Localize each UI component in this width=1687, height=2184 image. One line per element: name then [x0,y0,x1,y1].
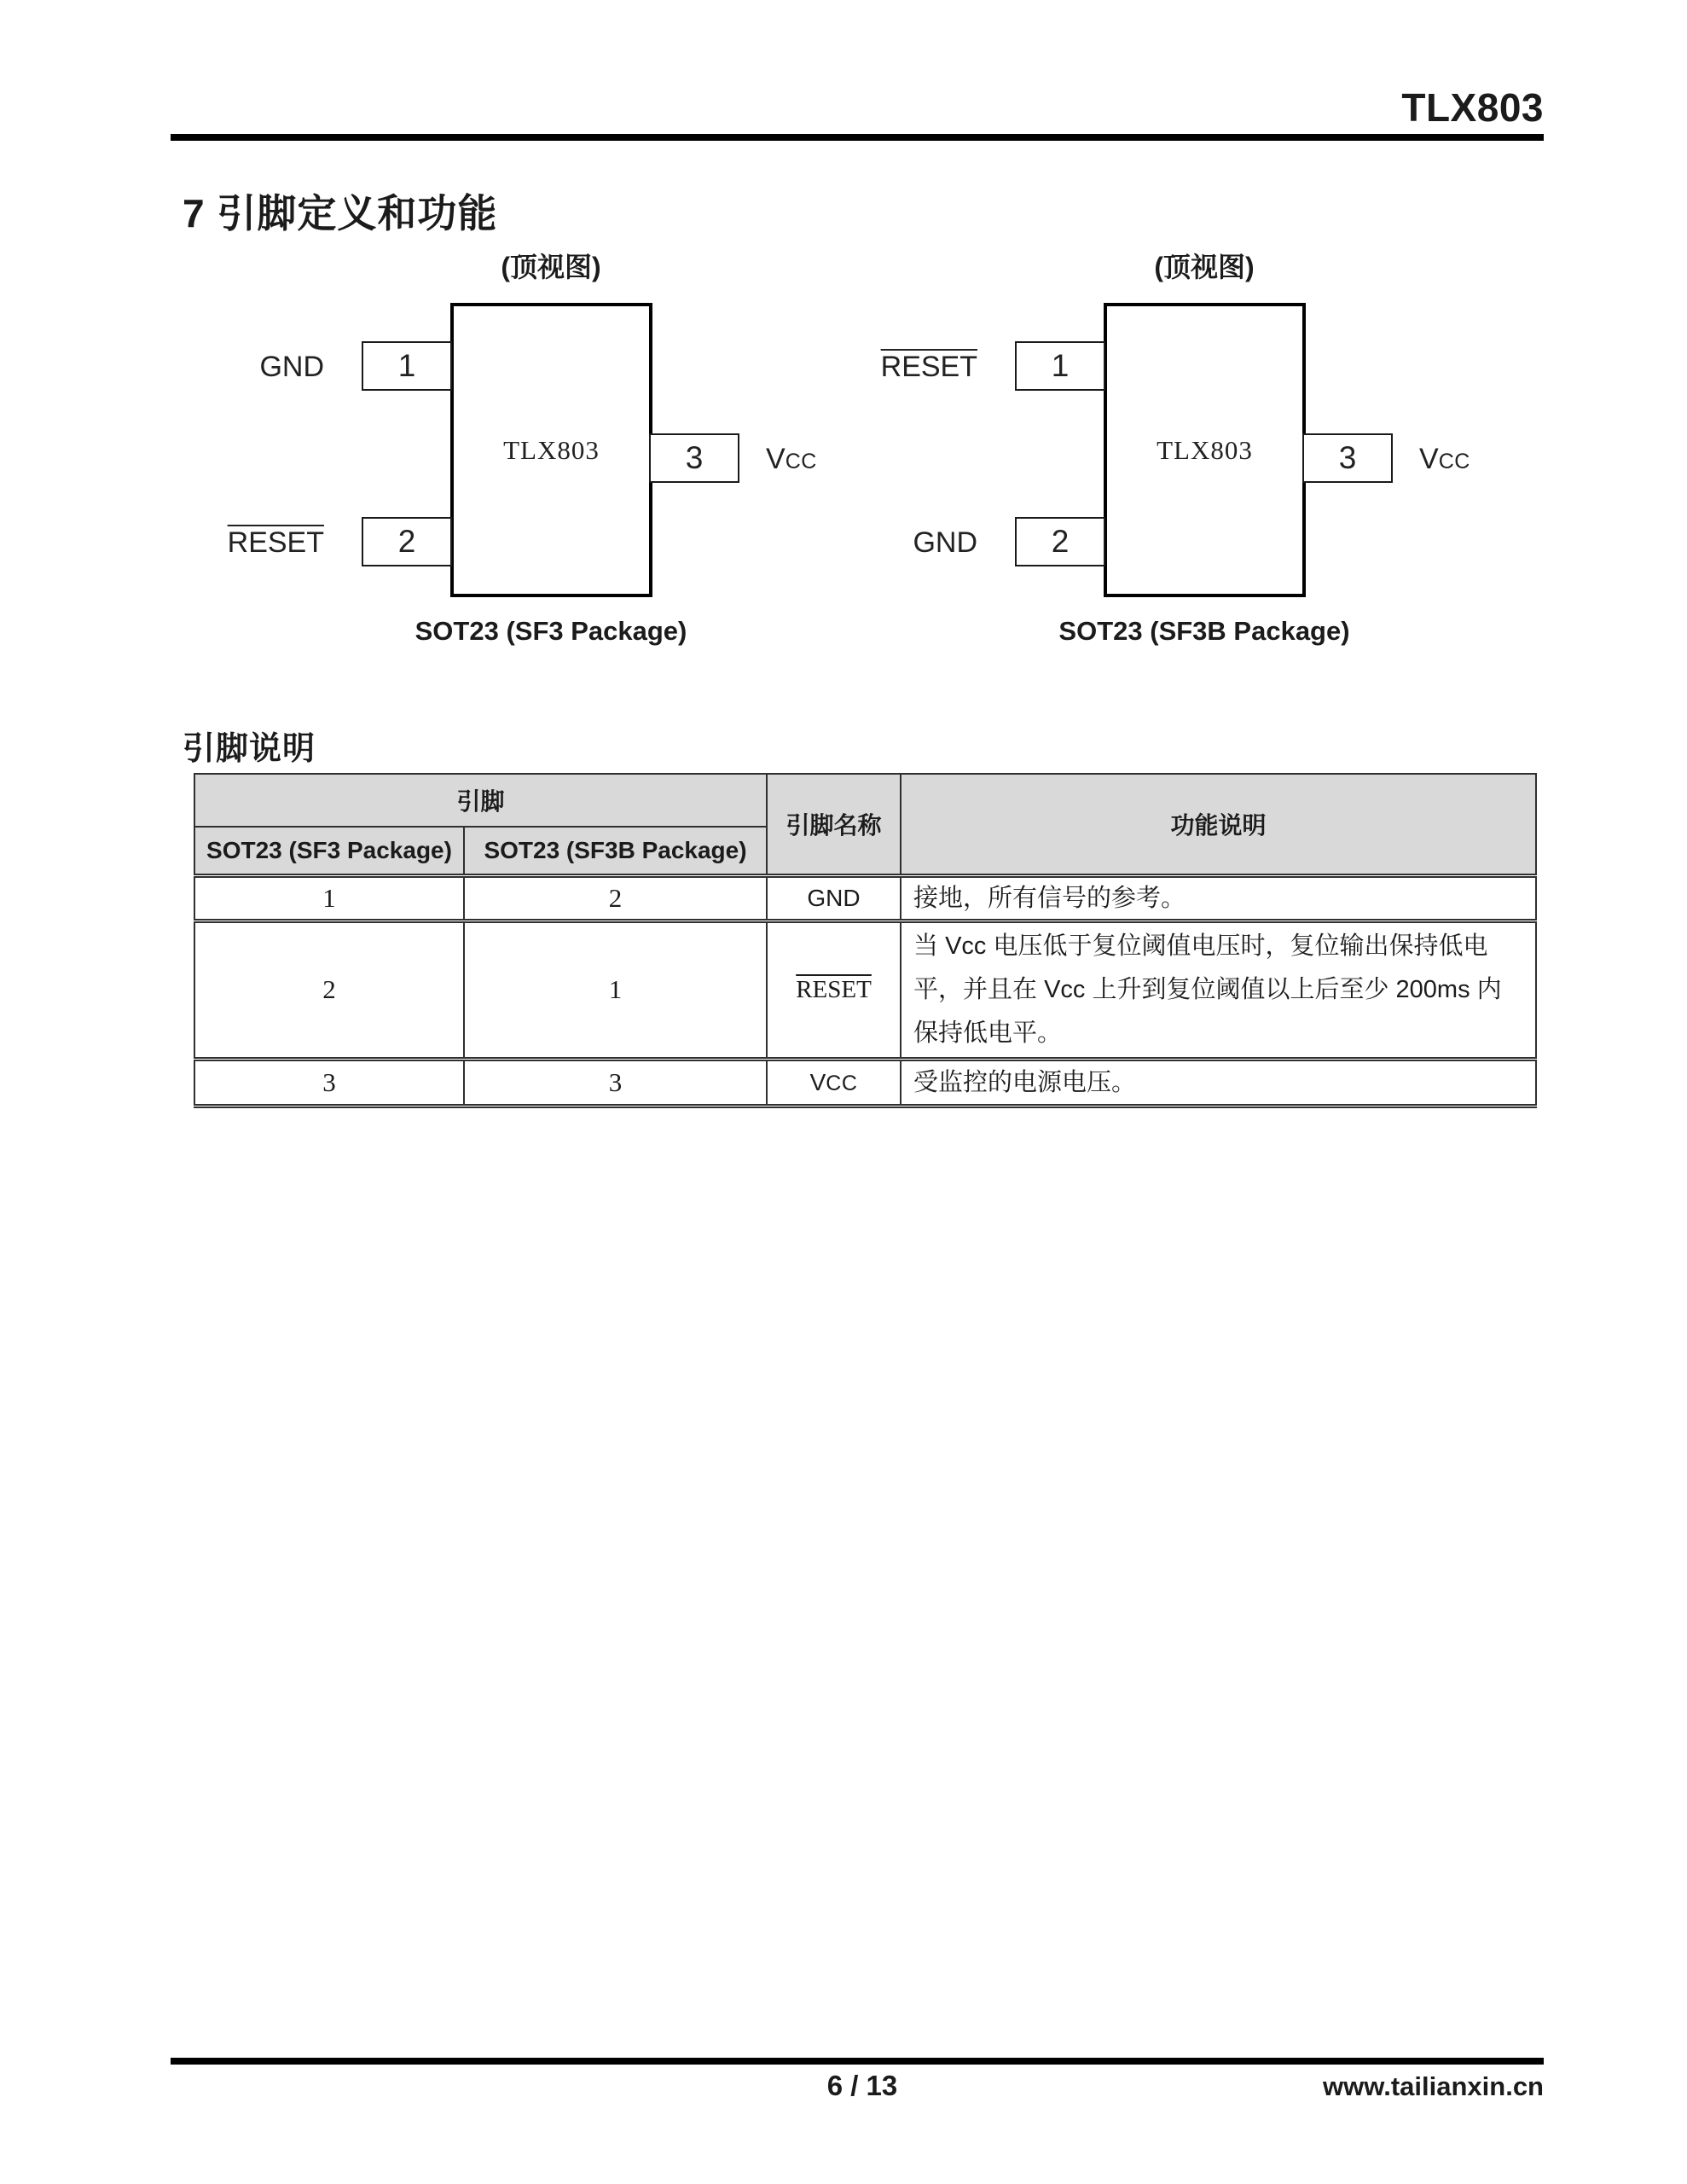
pin-box-sf3b-2 [1015,517,1105,566]
cell-function: 受监控的电源电压。 [901,1059,1536,1106]
pin-label-vcc: VCC [1419,443,1470,475]
table-row-vcc [194,1059,1536,1106]
table-row-gnd [194,875,1536,921]
package-caption-sf3b: SOT23 (SF3B Package) [1058,616,1350,646]
pin-label-gnd: GND [259,351,324,383]
header-rule [171,134,1544,141]
page-number: 6 / 13 [826,2070,898,2101]
col-header-function: 功能说明 [901,774,1536,875]
pin-box-sf3-1 [362,341,452,391]
cell-pin-name: GND [767,875,901,921]
pin-number: 3 [1338,440,1357,475]
pin-label-vcc: VCC [766,443,817,475]
pin-number: 3 [685,440,704,475]
top-view-label-sf3b: (顶视图) [1154,252,1255,282]
col-header-pin-group: 引脚 [194,774,767,827]
cell-sf3-pin: 1 [194,875,464,921]
cell-function: 接地，所有信号的参考。 [901,875,1536,921]
top-view-label-sf3: (顶视图) [501,252,601,282]
section-title: 7 引脚定义和功能 [183,191,498,235]
chip-label: TLX803 [1157,434,1253,465]
table-header-row-1 [194,774,1536,827]
pin-number: 2 [1051,524,1070,559]
cell-function: 当 Vcc 电压低于复位阈值电压时，复位输出保持低电平，并且在 Vcc 上升到复位阈值以上后至少 200ms 内保持低电平。 [901,921,1536,1059]
col-header-pin-name: 引脚名称 [767,774,901,875]
cell-sf3b-pin: 1 [464,921,767,1059]
chip-label: TLX803 [503,434,600,465]
footer-website: www.tailianxin.cn [1323,2071,1544,2101]
pin-box-sf3-2 [362,517,452,566]
footer-rule [171,2058,1544,2065]
pin-box-sf3-3 [649,433,739,483]
col-header-pkg-sf3b: SOT23 (SF3B Package) [464,827,767,875]
pin-label-gnd: GND [913,526,977,559]
document-title: TLX803 [1401,85,1544,130]
cell-sf3-pin: 2 [194,921,464,1059]
pin-box-sf3b-1 [1015,341,1105,391]
pin-description-table [194,773,1537,1108]
table-row-reset [194,921,1536,1059]
col-header-pkg-sf3: SOT23 (SF3 Package) [194,827,464,875]
package-caption-sf3: SOT23 (SF3 Package) [415,616,687,646]
cell-pin-name: RESET [767,921,901,1059]
pin-number: 2 [397,524,416,559]
pin-number: 1 [397,348,416,383]
chip-body-sf3b [1104,303,1306,597]
pin-number: 1 [1051,348,1070,383]
chip-body-sf3 [450,303,652,597]
cell-sf3b-pin: 3 [464,1059,767,1106]
pin-label-reset: RESET [880,351,977,383]
pin-table-heading: 引脚说明 [183,731,316,767]
cell-sf3b-pin: 2 [464,875,767,921]
pin-box-sf3b-3 [1302,433,1393,483]
cell-pin-name: VCC [767,1059,901,1106]
cell-sf3-pin: 3 [194,1059,464,1106]
pin-label-reset: RESET [227,526,324,559]
